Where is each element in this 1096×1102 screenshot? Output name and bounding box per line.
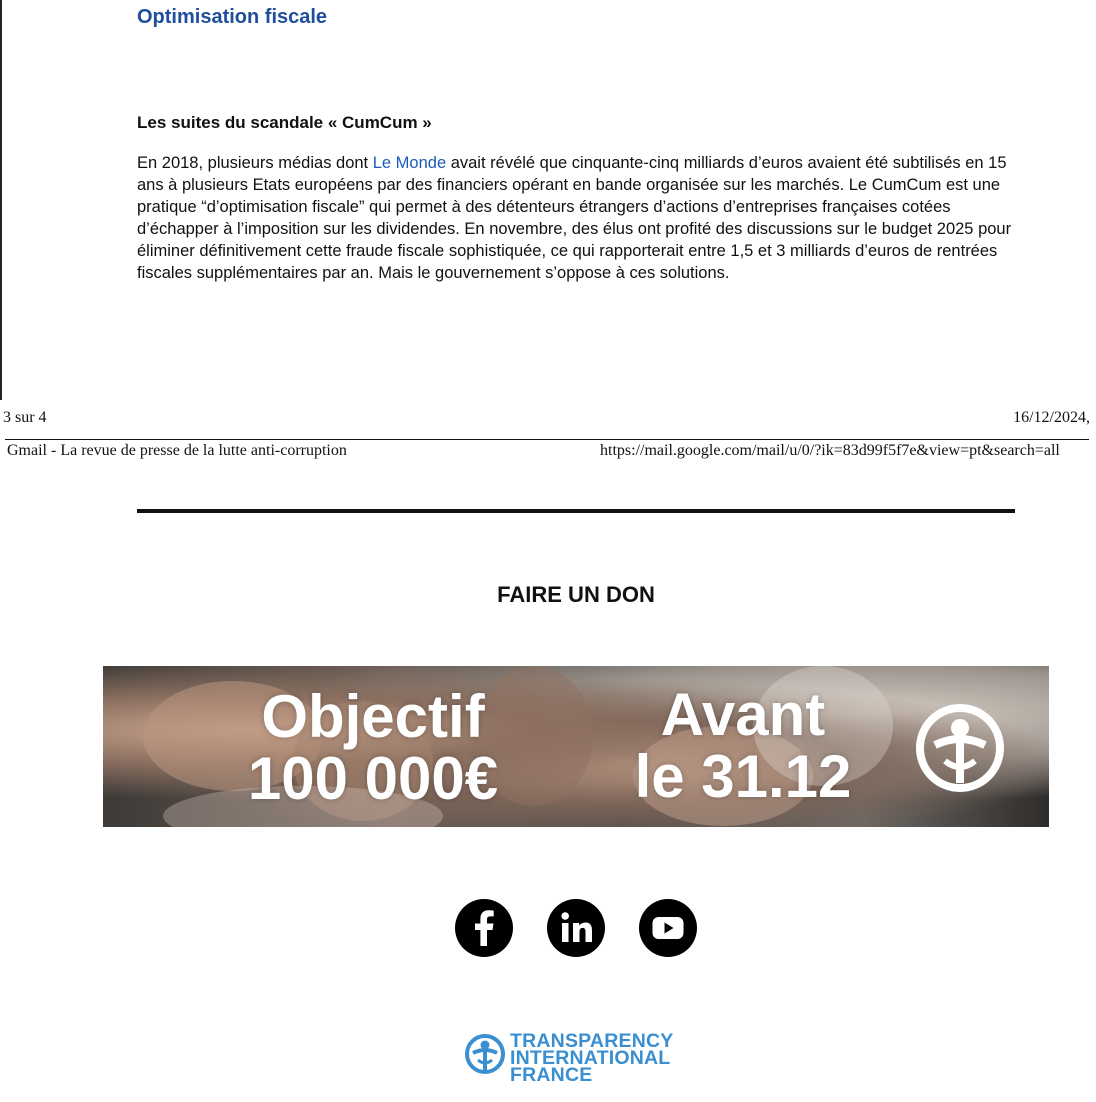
le-monde-link[interactable]: Le Monde <box>372 154 447 172</box>
print-page-number: 3 sur 4 <box>3 409 47 426</box>
article-body <box>137 152 1017 284</box>
transparency-international-logo-icon <box>464 1033 506 1075</box>
print-date: 16/12/2024, <box>1013 409 1090 426</box>
print-header-title: Gmail - La revue de presse de la lutte anti-corruption <box>7 442 347 459</box>
linkedin-link[interactable] <box>546 898 606 958</box>
brand-line3: FRANCE <box>510 1064 593 1086</box>
facebook-icon <box>454 898 514 958</box>
youtube-icon <box>638 898 698 958</box>
donate-title: FAIRE UN DON <box>497 582 655 607</box>
brand-line1: TRANSPARENCY <box>510 1030 674 1052</box>
donation-banner[interactable] <box>103 666 1049 827</box>
banner-deadline-line1: Avant <box>660 681 826 748</box>
section-divider <box>137 509 1015 513</box>
article-body-text-end: avait révélé que cinquante-cinq milliards d’euros avaient été subtilisés en 15 ans à plusieurs Etats européens par des financiers opérant en bande organisée sur les marchés. Le CumCum est une pratique “d’optimisation fiscale” qui permet à des détenteurs étrangers d’actions d’entreprises françaises cotées d’échapper à l’imposition sur les dividendes. En novembre, des élus ont profité des discussions sur le budget 2025 pour éliminer définitivement cette fraude fiscale sophistiquée, ce qui rapporterait entre 1,5 et 3 milliards d’euros de rentrées fiscales supplémentaires par an. Mais le gouvernement s’oppose à ces solutions. <box>137 154 1012 282</box>
banner-goal-line2: 100 000€ <box>247 745 499 812</box>
article-body-text-start: En 2018, plusieurs médias dont <box>137 154 373 172</box>
transparency-international-wordmark <box>510 1030 674 1086</box>
linkedin-icon <box>546 898 606 958</box>
banner-deadline-text <box>623 681 863 810</box>
youtube-link[interactable] <box>638 898 698 958</box>
brand-line2: INTERNATIONAL <box>510 1047 671 1069</box>
banner-deadline-line2: le 31.12 <box>634 743 852 810</box>
facebook-link[interactable] <box>454 898 514 958</box>
print-header-url: https://mail.google.com/mail/u/0/?ik=83d99f5f7e&view=pt&search=all <box>600 442 1060 459</box>
article-heading: Les suites du scandale « CumCum » <box>137 113 432 132</box>
section-title: Optimisation fiscale <box>137 6 328 28</box>
transparency-logo-icon <box>915 703 1005 793</box>
print-header-divider <box>5 439 1089 440</box>
page-left-border <box>0 0 2 400</box>
banner-goal-text <box>223 683 523 812</box>
banner-goal-line1: Objectif <box>261 683 485 750</box>
